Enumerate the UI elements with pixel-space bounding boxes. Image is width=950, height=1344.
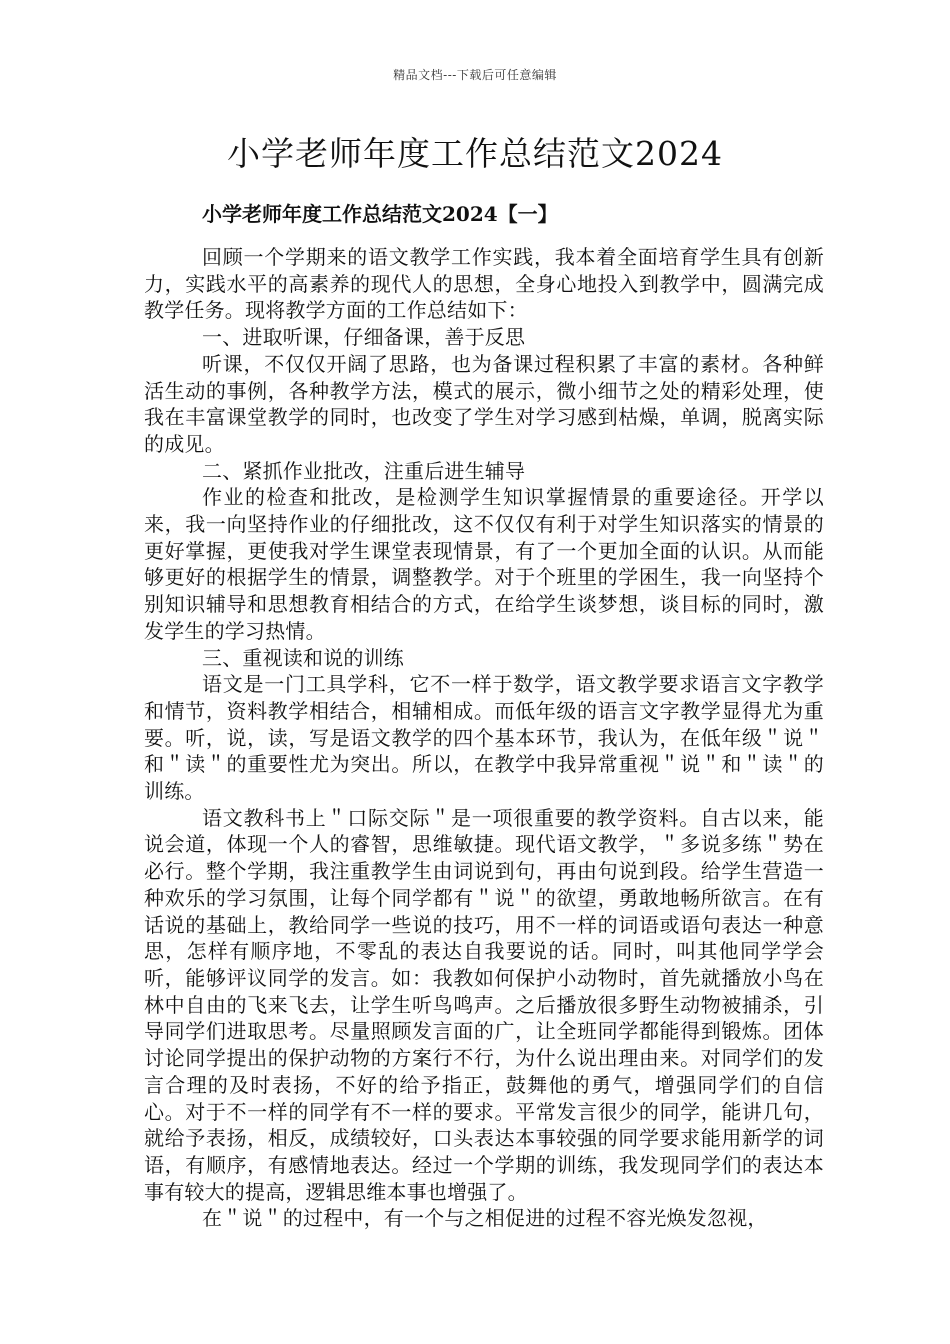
document-title: 小学老师年度工作总结范文2024 xyxy=(227,134,723,173)
paragraph-chinese-subject: 语文是一门工具学科，它不一样于数学，语文教学要求语言文字教学和情节，资料教学相结合，相辅相成。而低年级的语言文字教学显得尤为重要。听，说，读，写是语文教学的四个基本环节，我认为，在低年级＂说＂和＂读＂的重要性尤为突出。所以，在教学中我异常重视＂说＂和＂读＂的训练。 xyxy=(144,672,824,804)
paragraph-listening: 听课，不仅仅开阔了思路，也为备课过程积累了丰富的素材。各种鲜活生动的事例，各种教学方法，模式的展示，微小细节之处的精彩处理，使我在丰富课堂教学的同时，也改变了学生对学习感到枯燥，单调，脱离实际的成见。 xyxy=(144,351,824,456)
section-heading-1: 一、进取听课，仔细备课，善于反思 xyxy=(202,325,526,350)
paragraph-communication: 语文教科书上＂口际交际＂是一项很重要的教学资料。自古以来，能说会道，体现一个人的睿智，思维敏捷。现代语文教学，＂多说多练＂势在必行。整个学期，我注重教学生由词说到句，再由句说到段。给学生营造一种欢乐的学习氛围，让每个同学都有＂说＂的欲望，勇敢地畅所欲言。在有话说的基础上，教给同学一些说的技巧，用不一样的词语或语句表达一种意思，怎样有顺序地，不零乱的表达自我要说的话。同时，叫其他同学学会听，能够评议同学的发言。如：我教如何保护小动物时，首先就播放小鸟在林中自由的飞来飞去，让学生听鸟鸣声。之后播放很多野生动物被捕杀，引导同学们进取思考。尽量照顾发言面的广，让全班同学都能得到锻炼。团体讨论同学提出的保护动物的方案行不行，为什么说出理由来。对同学们的发言合理的及时表扬，不好的给予指正，鼓舞他的勇气，增强同学们的自信心。对于不一样的同学有不一样的要求。平常发言很少的同学，能讲几句，就给予表扬，相反，成绩较好，口头表达本事较强的同学要求能用新学的词语，有顺序，有感情地表达。经过一个学期的训练，我发现同学们的表达本事有较大的提高，逻辑思维本事也增强了。 xyxy=(144,805,824,1204)
section-heading-3: 三、重视读和说的训练 xyxy=(202,645,404,670)
header-note: 精品文档---下载后可任意编辑 xyxy=(393,68,557,82)
paragraph-homework: 作业的检查和批改，是检测学生知识掌握情景的重要途径。开学以来，我一向坚持作业的仔细批改，这不仅仅有利于对学生知识落实的情景的更好掌握，更使我对学生课堂表现情景，有了一个更加全面的认识。从而能够更好的根据学生的情景，调整教学。对于个班里的学困生，我一向坚持个别知识辅导和思想教育相结合的方式，在给学生谈梦想，谈目标的同时，激发学生的学习热情。 xyxy=(144,485,824,643)
section-heading-2: 二、紧抓作业批改，注重后进生辅导 xyxy=(202,458,526,483)
paragraph-speaking: 在＂说＂的过程中，有一个与之相促进的过程不容光焕发忽视， xyxy=(202,1206,768,1231)
document-body xyxy=(144,244,824,1232)
section-subtitle: 小学老师年度工作总结范文2024【一】 xyxy=(202,202,558,226)
paragraph-intro: 回顾一个学期来的语文教学工作实践，我本着全面培育学生具有创新力，实践水平的高素养的现代人的思想，全身心地投入到教学中，圆满完成教学任务。现将教学方面的工作总结如下： xyxy=(144,245,824,323)
